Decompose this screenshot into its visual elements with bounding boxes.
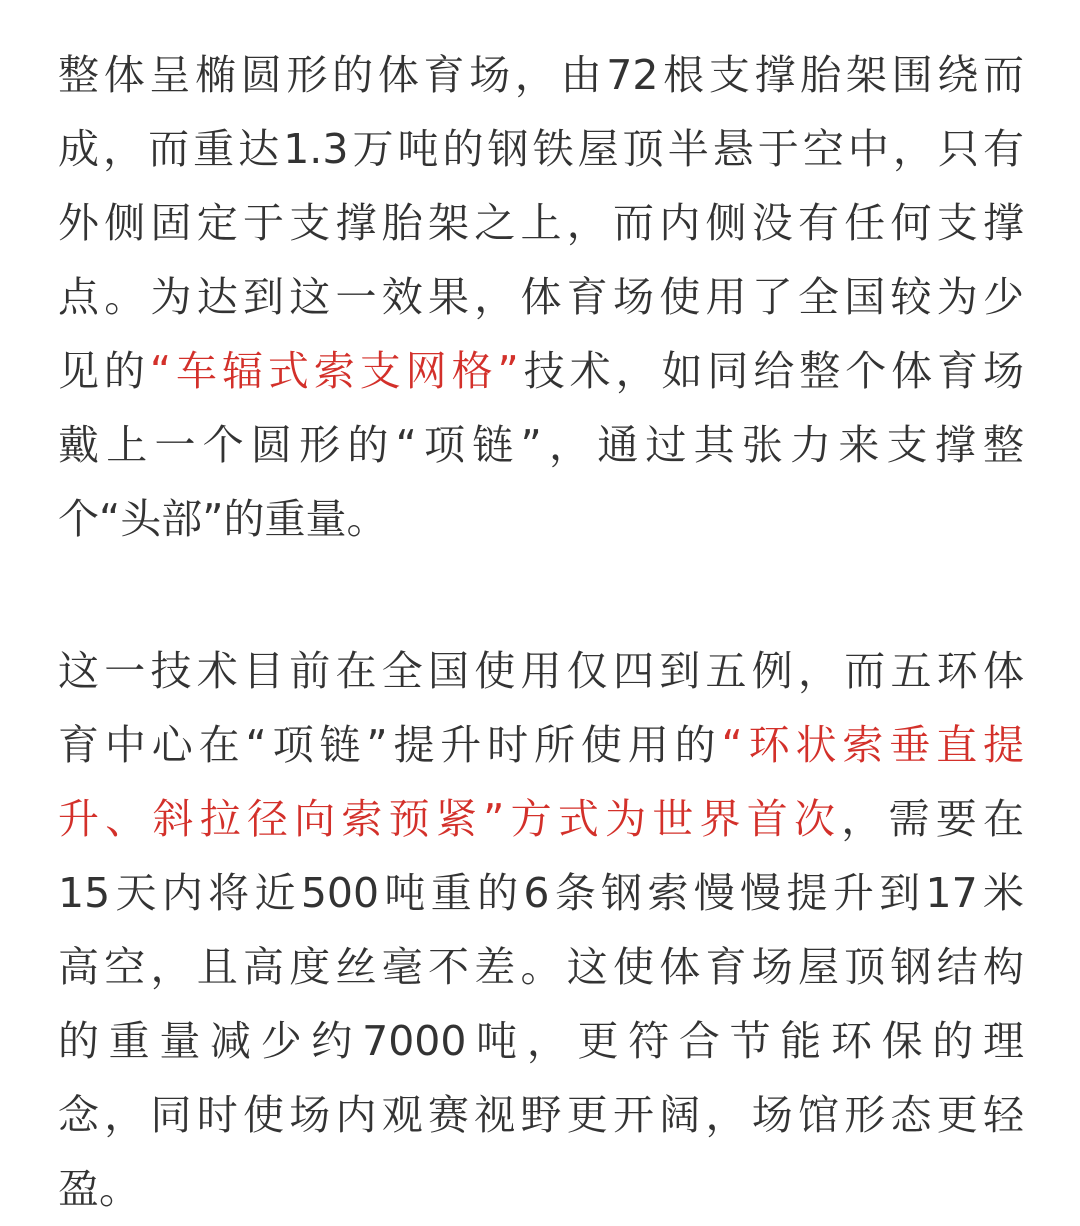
- text-run: 15天内将近500吨重的6条钢索慢慢提升到17米: [58, 869, 1024, 917]
- text-line: [58, 38, 1024, 112]
- text-run: 戴上一个圆形的“项链”，通过其张力来支撑整: [58, 421, 1024, 469]
- text-run: 外侧固定于支撑胎架之上，而内侧没有任何支撑: [58, 199, 1024, 247]
- highlighted-term: “环状索垂直提: [721, 721, 1024, 769]
- article-body: [58, 38, 1024, 1226]
- text-line: [58, 634, 1024, 708]
- text-line: [58, 856, 1024, 930]
- paragraph-1: [58, 38, 1024, 556]
- text-line: [58, 186, 1024, 260]
- text-line: [58, 708, 1024, 782]
- text-run: 整体呈椭圆形的体育场，由72根支撑胎架围绕而: [58, 51, 1024, 99]
- text-run: 见的: [58, 347, 150, 395]
- paragraph-spacer: [58, 556, 1024, 634]
- paragraph-2: [58, 634, 1024, 1226]
- highlighted-term: 升、斜拉径向索预紧”方式为世界首次: [58, 795, 842, 843]
- text-run: 的重量减少约7000吨，更符合节能环保的理: [58, 1017, 1024, 1065]
- text-run: 育中心在“项链”提升时所使用的: [58, 721, 722, 769]
- text-run: 个“头部”的重量。: [58, 495, 388, 543]
- text-line: [58, 334, 1024, 408]
- highlighted-term: “车辐式索支网格”: [149, 347, 519, 395]
- text-run: 点。为达到这一效果，体育场使用了全国较为少: [58, 273, 1024, 321]
- text-run: 技术，如同给整个体育场: [518, 347, 1025, 395]
- text-run: 念，同时使场内观赛视野更开阔，场馆形态更轻: [58, 1091, 1024, 1139]
- text-line: [58, 260, 1024, 334]
- text-line: [58, 1004, 1024, 1078]
- text-run: 这一技术目前在全国使用仅四到五例，而五环体: [58, 647, 1024, 695]
- text-line: [58, 112, 1024, 186]
- text-line: [58, 782, 1024, 856]
- text-line: [58, 1152, 1024, 1226]
- text-run: 盈。: [58, 1165, 140, 1213]
- text-run: ，需要在: [841, 795, 1024, 843]
- text-run: 高空，且高度丝毫不差。这使体育场屋顶钢结构: [58, 943, 1024, 991]
- text-line: [58, 408, 1024, 482]
- text-line: [58, 1078, 1024, 1152]
- text-run: 成，而重达1.3万吨的钢铁屋顶半悬于空中，只有: [58, 125, 1024, 173]
- text-line: [58, 930, 1024, 1004]
- text-line: [58, 482, 1024, 556]
